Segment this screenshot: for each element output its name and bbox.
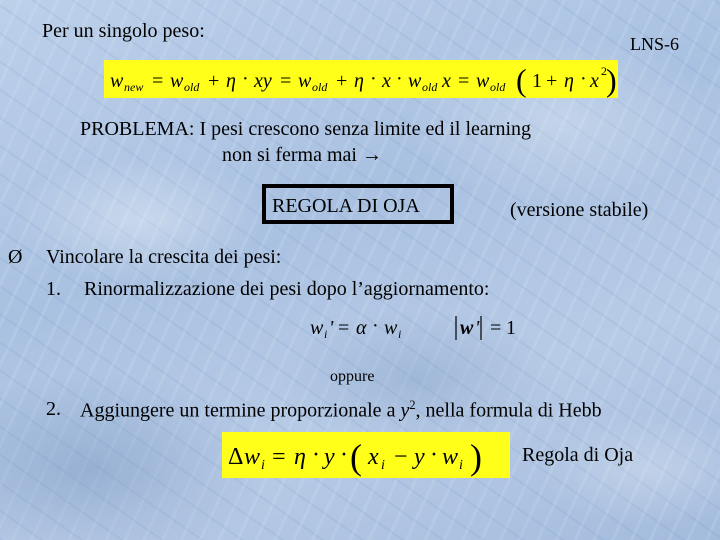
svg-text:=: = [280,70,292,92]
svg-text:α: α [356,317,367,339]
svg-text:=: = [272,444,286,470]
svg-text:y: y [414,444,425,470]
svg-text:': ' [475,317,480,339]
svg-text:x: x [590,70,599,92]
svg-text:old: old [422,80,438,94]
svg-text:i: i [324,327,328,341]
svg-text:i: i [381,458,385,473]
svg-text:·: · [370,68,377,90]
svg-text:+: + [336,70,348,92]
item-1-number: 1. [46,278,61,300]
svg-text:w: w [310,317,324,339]
svg-text:': ' [329,317,334,339]
svg-text:w: w [442,444,459,470]
slide-id: LNS-6 [630,34,679,54]
svg-text:): ) [606,62,617,98]
svg-text:w: w [244,444,261,470]
oja-formula [222,432,510,478]
svg-text:·: · [312,442,320,468]
svg-text:η: η [294,444,306,470]
svg-text:2: 2 [601,64,607,78]
item-1-text: Rinormalizzazione dei pesi dopo l’aggiornamento: [84,278,490,300]
normalization-formula [304,310,524,344]
svg-text:old: old [312,80,328,94]
svg-text:=: = [338,317,350,339]
item-2-y: y [400,399,410,422]
svg-text:): ) [470,437,482,477]
oja-rule-label: REGOLA DI OJA [272,195,420,217]
svg-text:y: y [324,444,335,470]
oppure-label: oppure [330,368,375,385]
item-2-text-after: , nella formula di Hebb [415,399,602,422]
svg-text:=: = [490,317,502,339]
svg-text:w: w [476,70,490,92]
problem-line-1: PROBLEMA: I pesi crescono senza limite ed il learning [80,118,532,140]
intro-text: Per un singolo peso: [42,20,205,42]
svg-text:·: · [580,68,587,90]
svg-text:i: i [398,327,402,341]
bullet-text: Vincolare la crescita dei pesi: [46,246,282,268]
svg-text:x: x [442,70,451,92]
svg-text:η: η [226,70,236,92]
svg-text:old: old [184,80,200,94]
svg-text:η: η [564,70,574,92]
oja-rule-caption: Regola di Oja [522,444,634,466]
svg-text:w: w [460,317,474,339]
svg-text:+: + [208,70,220,92]
svg-text:−: − [394,444,408,470]
item-2-exponent: 2 [409,398,416,412]
svg-text:i: i [459,458,463,473]
svg-text:(: ( [516,62,527,98]
bullet-arrow-icon: Ø [8,246,23,268]
svg-text:new: new [124,80,144,94]
problem-line-2 [222,144,382,167]
svg-text:w: w [384,317,398,339]
svg-text:(: ( [350,437,362,477]
svg-text:1: 1 [532,70,542,92]
oja-formula-box [222,432,510,478]
svg-text:xy: xy [254,70,272,92]
problem-line-2-text: non si ferma mai [222,144,357,166]
svg-text:=: = [458,70,470,92]
hebb-formula [104,60,618,98]
svg-text:old: old [490,80,506,94]
svg-text:w: w [110,70,124,92]
svg-text:·: · [340,442,348,468]
svg-text:+: + [546,70,558,92]
svg-text:w: w [408,70,422,92]
svg-text:i: i [261,458,265,473]
svg-text:·: · [372,315,379,337]
svg-text:x: x [368,444,379,470]
svg-text:w: w [298,70,312,92]
svg-text:·: · [430,442,438,468]
svg-text:=: = [152,70,164,92]
svg-text:x: x [382,70,391,92]
svg-text:w: w [170,70,184,92]
svg-text:Δ: Δ [228,444,244,470]
arrow-right-icon: → [361,144,382,166]
item-2-number: 2. [46,398,61,420]
svg-text:1: 1 [506,317,516,339]
svg-text:·: · [396,68,403,90]
item-2-text-before: Aggiungere un termine proporzionale a [80,399,401,422]
svg-text:η: η [354,70,364,92]
svg-text:·: · [242,68,249,90]
hebb-formula-box [104,60,618,98]
item-2-text [80,398,602,423]
stable-version-note: (versione stabile) [510,199,649,221]
